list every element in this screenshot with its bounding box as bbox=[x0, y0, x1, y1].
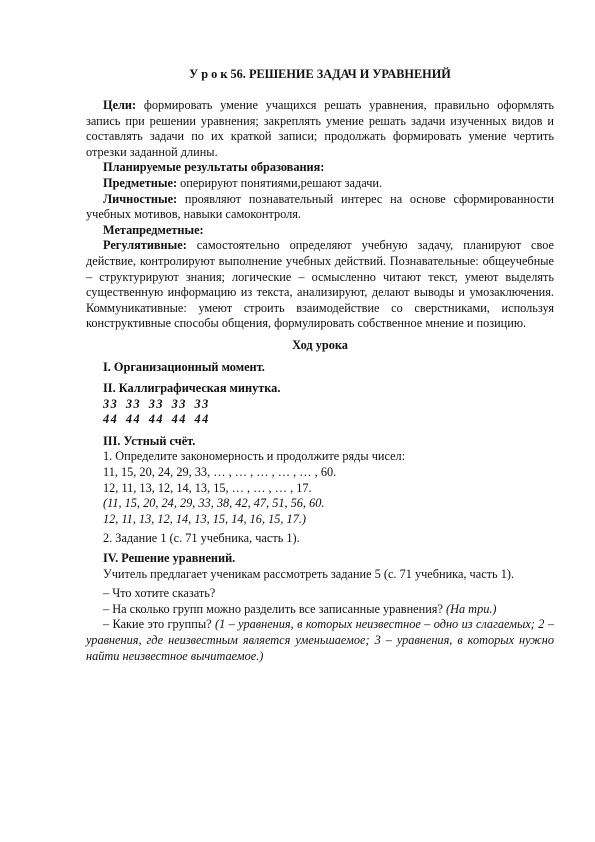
teacher-instruction: Учитель предлагает ученикам рассмотреть задание 5 (с. 71 учебника, часть 1). bbox=[103, 566, 515, 581]
goals-label: Цели: bbox=[103, 98, 137, 112]
question-3-text: – Какие это группы? bbox=[103, 617, 215, 632]
answer-row-1: (11, 15, 20, 24, 29, 33, 38, 42, 47, 51, 56, 60. bbox=[103, 496, 325, 511]
number-row-1: 11, 15, 20, 24, 29, 33, … , … , … , … , … , 60. bbox=[103, 465, 337, 480]
personal-label: Личностные: bbox=[103, 191, 178, 206]
question-2 bbox=[86, 602, 554, 618]
regulatory-results bbox=[86, 238, 554, 332]
personal-results bbox=[86, 192, 554, 223]
calligraphy-line-2: 44 44 44 44 44 bbox=[103, 412, 210, 427]
planned-results-heading: Планируемые результаты образования: bbox=[103, 160, 325, 175]
section-calligraphy-heading: II. Каллиграфическая минутка. bbox=[103, 381, 281, 396]
section-organizational: I. Организационный момент. bbox=[103, 359, 265, 374]
subject-label: Предметные: bbox=[103, 175, 178, 190]
question-1: – Что хотите сказать? bbox=[103, 586, 216, 601]
regulatory-text: самостоятельно определяют учебную задачу, планируют свое действие, контролируют выполнение учебных действий. Познавательные: общеучебные – структурируют знания; логические – осмысленно читают текст, умеют выделять существенную информацию из текста, анализируют, делают выводы и умозаключения. Коммуникативные: умеют строить взаимодействие со сверстниками, используя конструктивные способы общения, формулировать собственное мнение и позицию. bbox=[86, 238, 554, 331]
lesson-heading: Ход урока bbox=[292, 337, 348, 352]
page-title: У р о к 56. РЕШЕНИЕ ЗАДАЧ И УРАВНЕНИЙ bbox=[189, 67, 451, 81]
subject-text: оперируют понятиями,решают задачи. bbox=[177, 175, 383, 190]
calligraphy-line-1: 33 33 33 33 33 bbox=[103, 396, 210, 411]
question-3-answer: (1 – уравнения, в которых неизвестное – одно из слагаемых; 2 – уравнения, где неизвестным является уменьшаемое; 3 – уравнения, в которых нужно найти неизвестное вычитаемое.) bbox=[86, 617, 554, 663]
regulatory-label: Регулятивные: bbox=[103, 238, 187, 253]
question-2-answer: (На три.) bbox=[445, 601, 497, 616]
task-2: 2. Задание 1 (с. 71 учебника, часть 1). bbox=[103, 531, 300, 546]
goals-text: формировать умение учащихся решать уравнения, правильно оформлять запись при решении уравнения; закреплять умение решать задачи изученных видов и составлять задачи по их краткой записи; продолжать формировать умение чертить отрезки заданной длины. bbox=[86, 98, 554, 159]
subject-results bbox=[86, 176, 554, 192]
section-equations-heading: IV. Решение уравнений. bbox=[103, 551, 236, 566]
answer-row-2: 12, 11, 13, 12, 14, 13, 15, 14, 16, 15, 17.) bbox=[103, 511, 307, 526]
task-1: 1. Определите закономерность и продолжите ряды чисел: bbox=[103, 449, 406, 464]
meta-heading: Метапредметные: bbox=[103, 222, 204, 237]
section-mental-math-heading: III. Устный счёт. bbox=[103, 433, 196, 448]
question-2-text: – На сколько групп можно разделить все записанные уравнения? bbox=[103, 601, 446, 616]
goals-paragraph bbox=[86, 98, 554, 160]
number-row-2: 12, 11, 13, 12, 14, 13, 15, … , … , … , 17. bbox=[103, 480, 312, 495]
question-3 bbox=[86, 617, 554, 664]
personal-text: проявляют познавательный интерес на основе сформированности учебных мотивов, навыки самоконтроля. bbox=[86, 191, 554, 222]
document-body bbox=[86, 98, 554, 664]
